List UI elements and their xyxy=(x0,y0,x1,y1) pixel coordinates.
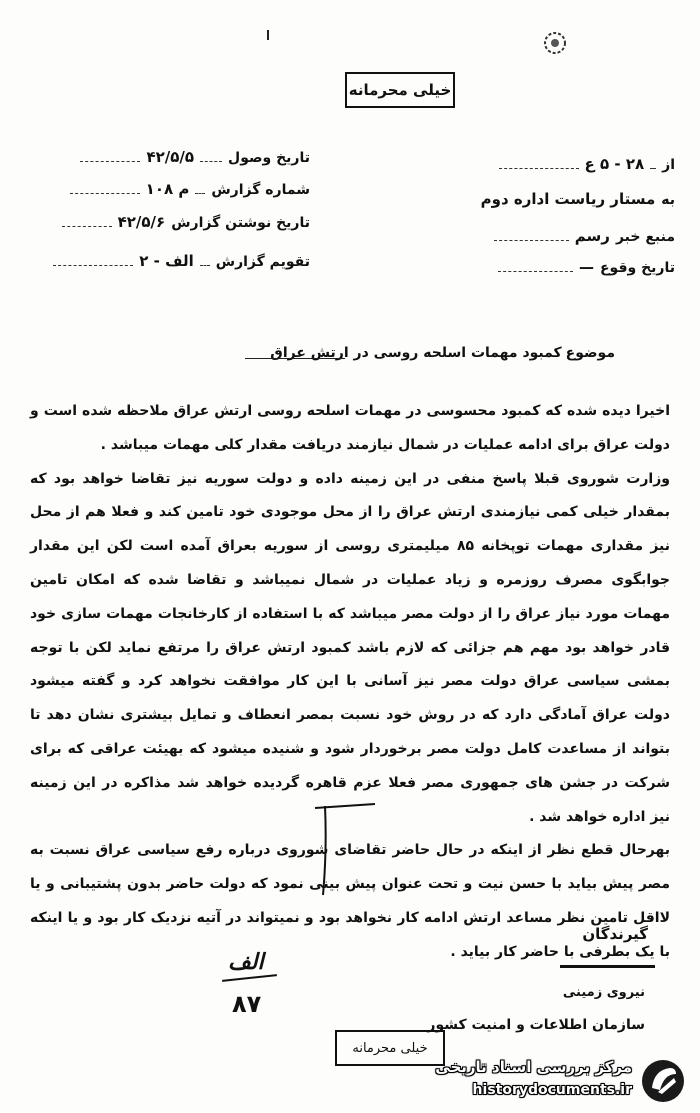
source-value: رسم xyxy=(574,227,610,245)
source-field xyxy=(494,227,675,245)
classification-stamp-top: خیلی محرمانه xyxy=(345,72,455,108)
subject-text: کمبود مهمات اسلحه روسی در ارتش عراق xyxy=(270,345,562,361)
department-name: نیروی زمینی xyxy=(562,985,645,1000)
organization-name: سازمان اطلاعات و امنیت کشور xyxy=(427,1017,645,1033)
to-value: مستار ریاست اداره دوم xyxy=(480,190,656,208)
from-field xyxy=(499,155,675,173)
report-evaluation-value: الف - ۲ xyxy=(139,252,194,270)
watermark-url: historydocuments.ir xyxy=(472,1082,632,1098)
body-paragraph-1: اخیرا دیده شده که کمبود محسوسی در مهمات اسلحه روسی ارتش عراق ملاحظه شده است و دولت عراق برای ادامه عملیات در شمال نیازمند دریافت مقدار کلی مهمات میباشد . xyxy=(30,403,670,453)
to-field xyxy=(481,190,675,208)
receipt-date-field xyxy=(80,148,310,166)
report-number-label: شماره گزارش xyxy=(211,182,310,198)
subject-label: موضوع xyxy=(565,345,615,361)
handwritten-stroke xyxy=(222,974,277,982)
report-number-field xyxy=(70,180,310,198)
top-tick-mark xyxy=(267,30,269,40)
seal-icon xyxy=(540,28,570,58)
body-paragraph-3: بهرحال قطع نظر از اینکه در حال حاضر تقاضای شوروی درباره رفع سیاسی عراق نسبت به مصر پیش بیاید با حسن نیت و تحت عنوان پیش بینی نمود که دولت حاضر بدون پشتیبانی و یا لااقل تامین نظر مساعد ارتش ادامه کار نخواهد بود و نمیتواند در آتیه نزدیک کار بود و یا اینکه با یک بطرفی با حاضر کار بیاید . xyxy=(30,842,670,960)
recipients-rule xyxy=(560,965,655,968)
report-evaluation-field xyxy=(53,252,310,270)
body-paragraph-2: وزارت شوروی قبلا پاسخ منفی در این زمینه داده و دولت سوریه نیز تقاضا خواهد بود که بمقدار خیلی کمی نیازمندی ارتش عراق را از محل موجودی خود تامین کند و فعلا هم از محل نیز مقداری مهمات توپخانه ۸۵ میلیمتری روسی از سوریه بعراق آمده است لکن این مقدار جوابگوی مصرف روزمره و زیاد عملیات در شمال نمیباشد و تقاضا شده که امکان تامین مهمات مورد نیاز عراق را از دولت مصر میباشد که با استفاده از کارخانجات مهمات سازی خود قادر خواهد بود مهم هم جزائی که لازم باشد کمبود ارتش عراق را مرتفع نماید لکن با توجه بمشی سیاسی عراق دولت مصر نیز آسانی با این کار موافقت نخواهد کرد و گفته میشود دولت عراق آمادگی دارد که در روش خود نسبت بمصر انعطاف و تمایل بیشتری نشان دهد تا بتواند از مساعدت کامل دولت مصر برخوردار شود و شنیده میشود که بهیئت عراقی که برای شرکت در جشن های جمهوری مصر فعلا عزم قاهره گردیده خواهد شد مذاکره در این زمینه نیز اداره خواهد شد . xyxy=(30,470,670,825)
receipt-date-label: تاریخ وصول xyxy=(228,150,310,166)
report-writing-date-field xyxy=(62,213,310,231)
event-date-field xyxy=(498,258,675,276)
recipients-label: گیرندگان xyxy=(582,925,648,943)
event-date-value: — xyxy=(578,258,594,276)
classification-stamp-bottom: خیلی محرمانه xyxy=(335,1030,445,1066)
watermark-title: مرکز بررسی اسناد تاریخی xyxy=(435,1058,632,1076)
from-value: ۲۸ - ۵ ع xyxy=(584,155,645,173)
report-number-value: م ۱۰۸ xyxy=(145,180,190,198)
handwritten-number: ۸۷ xyxy=(232,990,262,1018)
archive-logo-icon xyxy=(640,1058,686,1104)
handwritten-annotation-mark xyxy=(305,800,385,900)
handwritten-letter: الف xyxy=(228,950,264,975)
watermark xyxy=(422,1055,692,1107)
receipt-date-value: ۴۲/۵/۵ xyxy=(146,148,195,166)
report-writing-date-label: تاریخ نوشتن گزارش xyxy=(171,215,310,231)
event-date-label: تاریخ وقوع xyxy=(599,260,675,276)
report-writing-date-value: ۴۲/۵/۶ xyxy=(117,213,166,231)
report-evaluation-label: تقویم گزارش xyxy=(215,254,310,270)
source-label: منبع خبر xyxy=(615,229,675,245)
to-label: به xyxy=(661,192,675,208)
subject-underline xyxy=(245,358,345,359)
from-label: از xyxy=(662,157,675,173)
